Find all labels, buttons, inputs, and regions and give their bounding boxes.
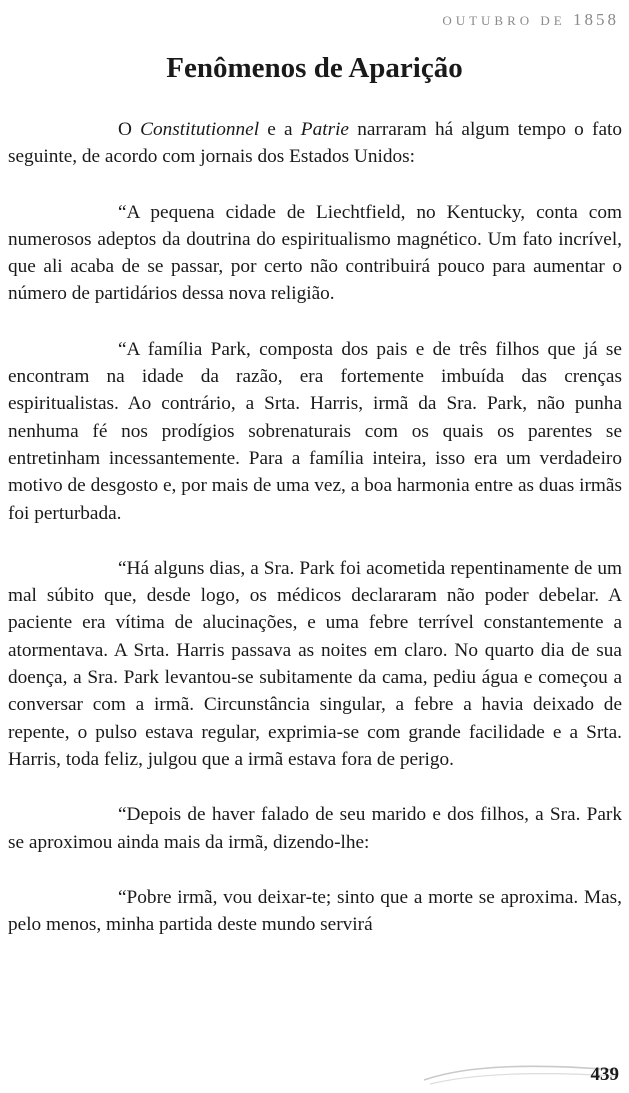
paragraph-4: “Há alguns dias, a Sra. Park foi acometida repentinamente de um mal súbito que, desde logo, os médicos declararam não poder debelar. A paciente era vítima de alucinações, e uma febre terrível constantemente a atormentava. A Srta. Harris passava as noites em claro. No quarto dia de sua doença, a Sra. Park levantou-se subitamente da cama, pediu água e começou a conversar com a irmã. Circunstância singular, a febre a havia deixado de repente, o pulso estava regular, exprimia-se com grande facilidade e a Srta. Harris, toda feliz, julgou que a irmã estava fora de perigo.: [8, 557, 622, 770]
chapter-title: Fenômenos de Aparição: [166, 52, 463, 84]
paragraph-1: [8, 116, 622, 171]
paragraph-3: “A família Park, composta dos pais e de três filhos que já se encontram na idade da razão, era fortemente imbuída das crenças espiritualistas. Ao contrário, a Srta. Harris, irmã da Sra. Park, não punha nenhuma fé nos prodígios sobrenaturais com os quais os parentes se entretinham incessantemente. Para a família inteira, isso era um verdadeiro motivo de desgosto e, por mais de uma vez, a boa harmonia entre as duas irmãs foi perturbada.: [8, 338, 622, 524]
running-header-label: OUTUBRO DE: [442, 13, 566, 28]
paragraph-6: “Pobre irmã, vou deixar-te; sinto que a morte se aproxima. Mas, pelo menos, minha partida deste mundo servirá: [8, 886, 622, 936]
paragraph-1-mid: e a: [259, 119, 301, 140]
running-header-year: 1858: [573, 10, 619, 29]
paragraph-2: “A pequena cidade de Liechtfield, no Kentucky, conta com numerosos adeptos da doutrina do espiritualismo magnético. Um fato incrível, que ali acaba de se passar, por certo não contribuirá pouco para aumentar o número de partidários dessa nova religião.: [8, 201, 622, 305]
paragraph-1-rest: narraram há algum tempo o fato seguinte, de acordo com jornais dos Estados Unidos:: [8, 119, 623, 168]
page-number: 439: [590, 1064, 619, 1085]
newspaper-name-2: Patrie: [300, 119, 349, 140]
running-header: [442, 10, 619, 30]
body-text: [8, 116, 622, 966]
newspaper-name-1: Constitutionnel: [140, 119, 260, 140]
paragraph-5: “Depois de haver falado de seu marido e dos filhos, a Sra. Park se aproximou ainda mais da irmã, dizendo-lhe:: [8, 804, 622, 853]
paragraph-1-lead: O: [118, 119, 141, 140]
